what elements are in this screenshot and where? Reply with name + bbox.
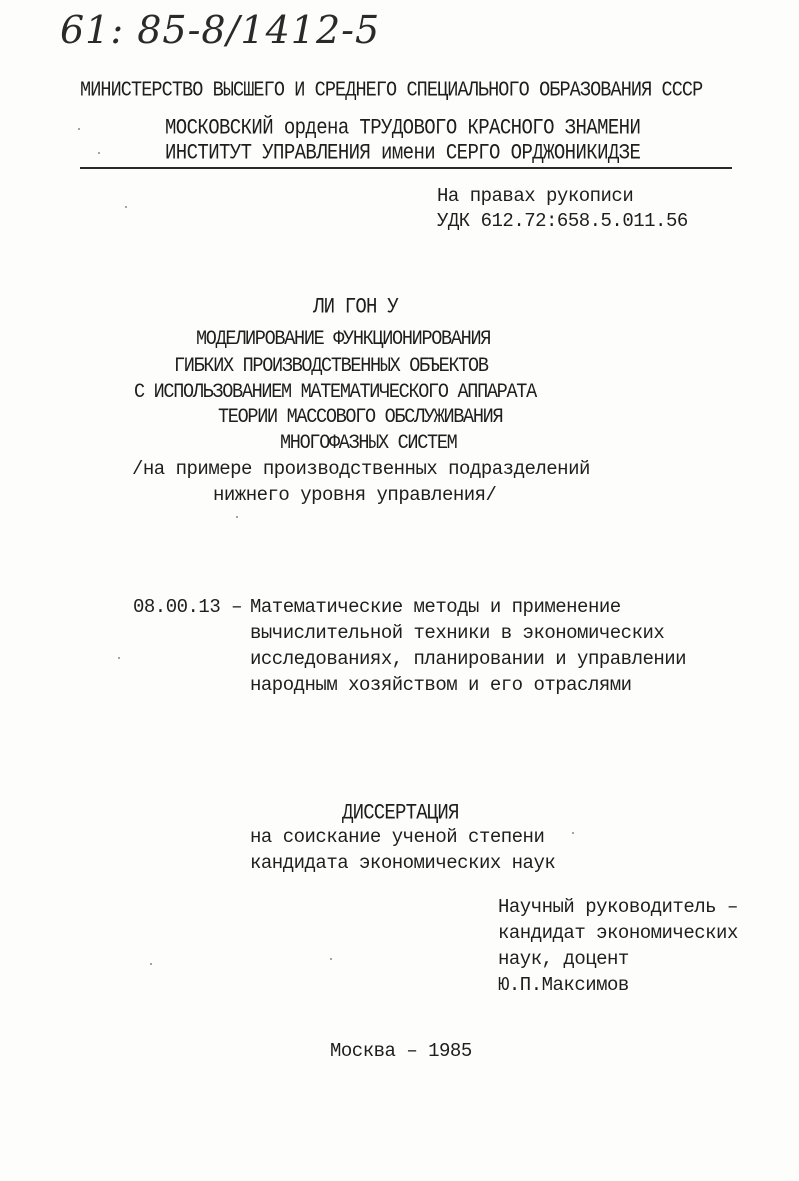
scan-speck xyxy=(330,958,332,960)
scan-speck xyxy=(236,516,238,518)
specialty-line: народным хозяйством и его отраслями xyxy=(250,674,632,696)
ministry-heading: МИНИСТЕРСТВО ВЫСШЕГО И СРЕДНЕГО СПЕЦИАЛЬНОГО ОБРАЗОВАНИЯ СССР xyxy=(80,78,703,103)
scan-speck xyxy=(572,832,574,834)
specialty-line: исследованиях, планировании и управлении xyxy=(250,648,687,670)
title-line: С ИСПОЛЬЗОВАНИЕМ МАТЕМАТИЧЕСКОГО АППАРАТА xyxy=(134,380,536,404)
city-year: Москва – 1985 xyxy=(330,1040,472,1062)
title-line: ТЕОРИИ МАССОВОГО ОБСЛУЖИВАНИЯ xyxy=(218,405,503,429)
title-line: ГИБКИХ ПРОИЗВОДСТВЕННЫХ ОБЪЕКТОВ xyxy=(174,354,488,378)
scan-speck xyxy=(78,128,80,130)
specialty-line: вычислительной техники в экономических xyxy=(250,622,665,644)
handwritten-archive-number: 61: 85-8/1412-5 xyxy=(60,8,381,52)
supervisor-name: Ю.П.Максимов xyxy=(498,974,629,996)
supervisor-line: кандидат экономических xyxy=(498,922,738,944)
header-divider xyxy=(80,167,732,169)
title-line: МОДЕЛИРОВАНИЕ ФУНКЦИОНИРОВАНИЯ xyxy=(196,327,491,351)
subtitle-line: /на примере производственных подразделений xyxy=(132,458,590,480)
degree-line-2: кандидата экономических наук xyxy=(250,852,556,874)
author-name: ЛИ ГОН У xyxy=(313,294,398,320)
scan-speck xyxy=(98,152,100,154)
degree-line-1: на соискание ученой степени xyxy=(250,826,545,848)
manuscript-rights: На правах рукописи xyxy=(437,185,634,207)
supervisor-line: наук, доцент xyxy=(498,948,629,970)
institute-line-1: МОСКОВСКИЙ ордена ТРУДОВОГО КРАСНОГО ЗНАМЕНИ xyxy=(165,115,641,141)
scan-speck xyxy=(150,963,152,965)
supervisor-line: Научный руководитель – xyxy=(498,896,738,918)
scan-speck xyxy=(125,206,127,208)
specialty-code: 08.00.13 – xyxy=(133,596,243,618)
institute-line-2: ИНСТИТУТ УПРАВЛЕНИЯ имени СЕРГО ОРДЖОНИКИДЗЕ xyxy=(165,140,641,166)
title-line: МНОГОФАЗНЫХ СИСТЕМ xyxy=(280,431,457,455)
scan-speck xyxy=(118,657,120,659)
subtitle-line: нижнего уровня управления/ xyxy=(213,484,497,506)
dissertation-heading: ДИССЕРТАЦИЯ xyxy=(342,800,459,826)
udk-code: УДК 612.72:658.5.011.56 xyxy=(437,210,688,232)
specialty-line: Математические методы и применение xyxy=(250,596,621,618)
